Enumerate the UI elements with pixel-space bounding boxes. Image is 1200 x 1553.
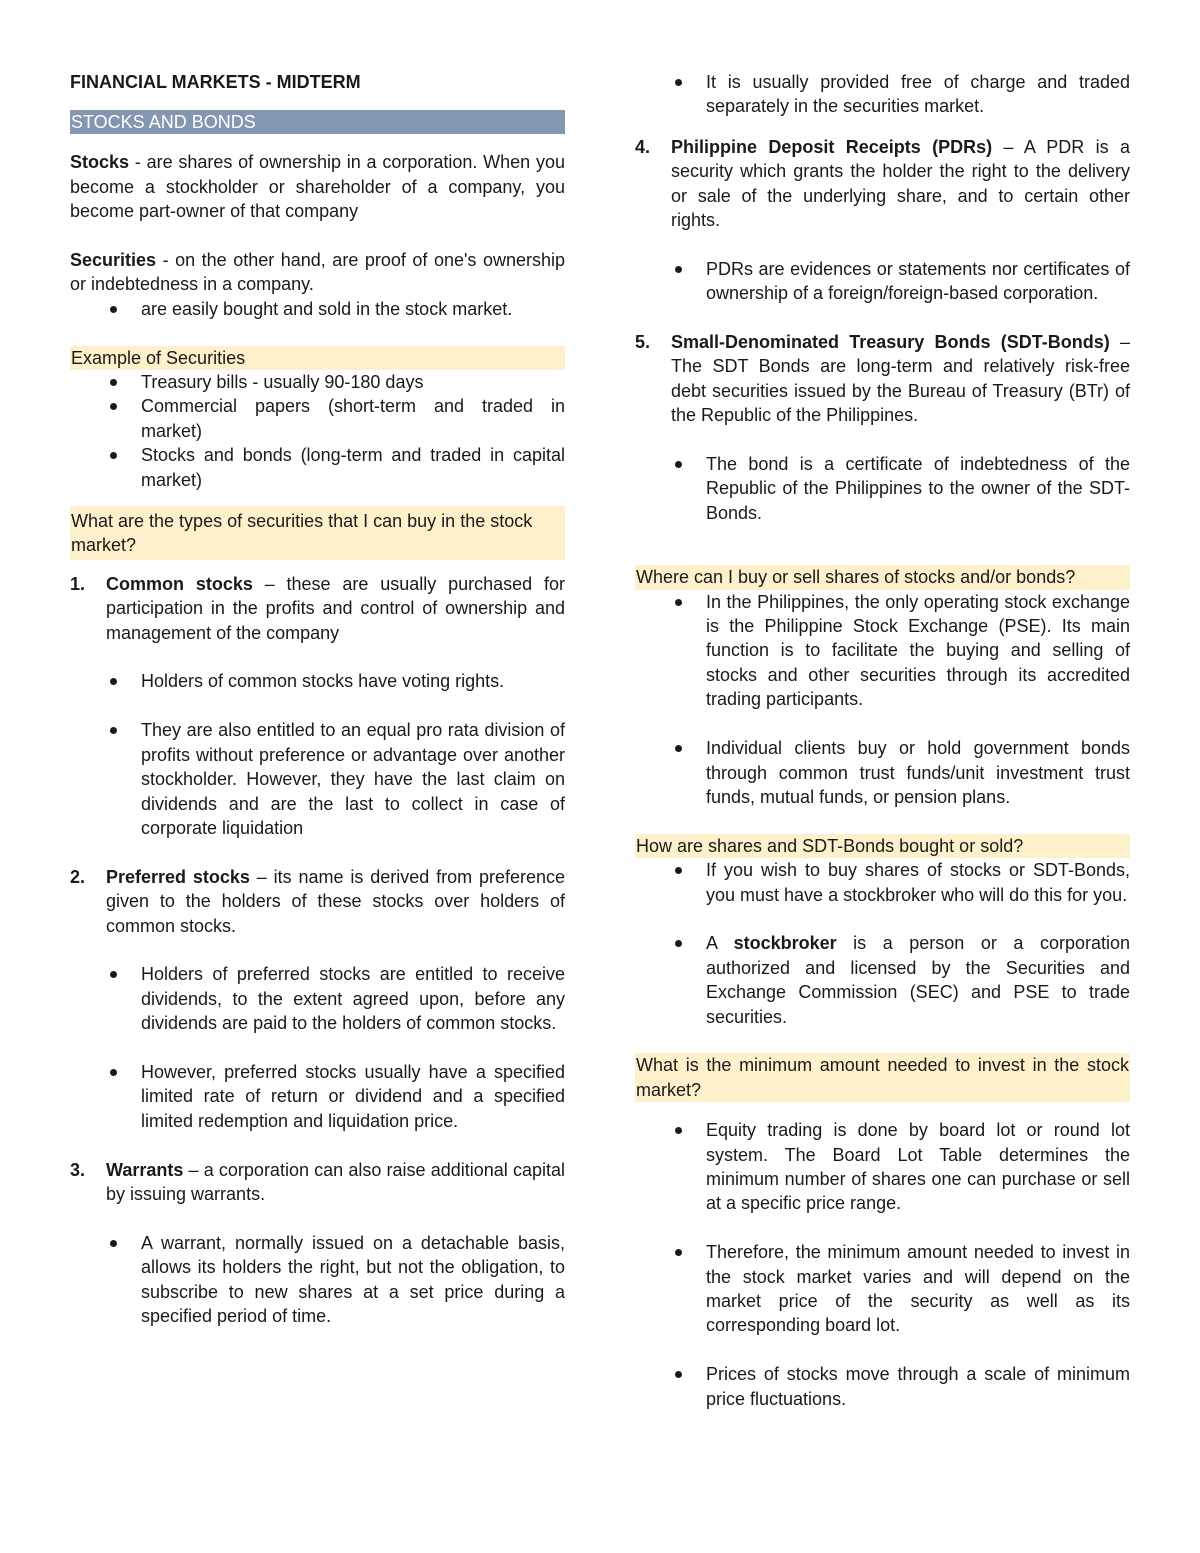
example-of-securities-heading: Example of Securities xyxy=(70,346,565,370)
stocks-definition: Stocks - are shares of ownership in a corporation. When you become a stockholder or shareholder of a company, you become part-owner of that company xyxy=(70,152,565,222)
preferred-stocks-term: Preferred stocks xyxy=(106,866,250,887)
bullet-icon xyxy=(675,599,682,606)
bullet-icon xyxy=(675,940,682,947)
minimum-amount-question: What is the minimum amount needed to invest in the stock market? xyxy=(635,1053,1130,1102)
item-number: 2. xyxy=(70,866,86,887)
list-item: Treasury bills - usually 90-180 days xyxy=(70,370,565,394)
bullet-icon xyxy=(110,403,117,410)
sdt-bonds-term: Small-Denominated Treasury Bonds (SDT-Bonds) xyxy=(671,332,1110,353)
list-item: Prices of stocks move through a scale of minimum price fluctuations. xyxy=(670,1362,1130,1411)
pdr-term: Philippine Deposit Receipts (PDRs) xyxy=(671,136,993,157)
list-item: It is usually provided free of charge and traded separately in the securities market. xyxy=(670,70,1130,119)
bullet-icon xyxy=(110,452,117,459)
document-title: FINANCIAL MARKETS - MIDTERM xyxy=(70,72,361,92)
list-item: The bond is a certificate of indebtedness of the Republic of the Philippines to the owner of the SDT-Bonds. xyxy=(670,452,1130,525)
list-item: In the Philippines, the only operating stock exchange is the Philippine Stock Exchange (PSE). Its main function is to facilitate the buying and selling of stocks and other securities through its accredited trading participants. xyxy=(670,590,1130,712)
bullet-icon xyxy=(110,379,117,386)
item-number: 3. xyxy=(70,1159,86,1180)
common-stocks-item: 1. Common stocks – these are usually purchased for participation in the profits and control of ownership and management of the company xyxy=(70,573,565,643)
warrants-term: Warrants xyxy=(106,1159,184,1180)
right-column xyxy=(635,68,1130,1411)
types-of-securities-question: What are the types of securities that I can buy in the stock market? xyxy=(70,506,565,560)
stockbroker-term: stockbroker xyxy=(733,933,837,954)
list-item: Stocks and bonds (long-term and traded in capital market) xyxy=(70,443,565,492)
list-item: Commercial papers (short-term and traded in market) xyxy=(70,394,565,443)
sdt-bonds-item: 5. Small-Denominated Treasury Bonds (SDT-Bonds) – The SDT Bonds are long-term and relatively risk-free debt securities issued by the Bureau of Treasury (BTr) of the Republic of the Philippines. xyxy=(635,332,1131,426)
common-stocks-term: Common stocks xyxy=(106,573,253,594)
bullet-icon xyxy=(675,1371,682,1378)
bullet-icon xyxy=(675,1249,682,1256)
securities-definition: Securities - on the other hand, are proof of one's ownership or indebtedness in a company. xyxy=(70,250,565,295)
bullet-icon xyxy=(675,461,682,468)
warrants-item: 3. Warrants – a corporation can also raise additional capital by issuing warrants. xyxy=(70,1159,565,1204)
bullet-icon xyxy=(110,971,117,978)
bullet-icon xyxy=(110,1240,117,1247)
bullet-icon xyxy=(110,727,117,734)
bullet-icon xyxy=(110,306,117,313)
bullet-icon xyxy=(675,79,682,86)
item-number: 1. xyxy=(70,573,86,594)
securities-term: Securities xyxy=(70,250,157,271)
bullet-icon xyxy=(675,745,682,752)
how-bought-question: How are shares and SDT-Bonds bought or sold? xyxy=(635,834,1130,858)
where-to-buy-question: Where can I buy or sell shares of stocks and/or bonds? xyxy=(635,565,1130,589)
list-item: Holders of common stocks have voting rights. xyxy=(70,669,565,693)
bullet-icon xyxy=(675,867,682,874)
list-item: PDRs are evidences or statements nor certificates of ownership of a foreign/foreign-based corporation. xyxy=(670,257,1130,306)
pdr-item: 4. Philippine Deposit Receipts (PDRs) – A PDR is a security which grants the holder the right to the delivery or sale of the underlying share, and to certain other rights. xyxy=(635,136,1130,231)
list-item: Holders of preferred stocks are entitled to receive dividends, to the extent agreed upon, before any dividends are paid to the holders of common stocks. xyxy=(70,962,565,1035)
list-item: However, preferred stocks usually have a specified limited rate of return or dividend and a specified limited redemption and liquidation price. xyxy=(70,1060,565,1133)
left-column xyxy=(70,68,565,1328)
item-number: 4. xyxy=(635,136,651,157)
list-item: Equity trading is done by board lot or round lot system. The Board Lot Table determines the minimum number of shares one can purchase or sell at a specific price range. xyxy=(670,1118,1130,1216)
list-item: If you wish to buy shares of stocks or SDT-Bonds, you must have a stockbroker who will do this for you. xyxy=(670,858,1130,907)
section-band-stocks-and-bonds: STOCKS AND BONDS xyxy=(70,110,565,134)
list-item: Therefore, the minimum amount needed to invest in the stock market varies and will depend on the market price of the security as well as its corresponding board lot. xyxy=(670,1240,1130,1338)
bullet-icon xyxy=(110,678,117,685)
preferred-stocks-item: 2. Preferred stocks – its name is derived from preference given to the holders of these stocks over holders of common stocks. xyxy=(70,866,566,936)
list-item: A warrant, normally issued on a detachable basis, allows its holders the right, but not the obligation, to subscribe to new shares at a set price during a specified period of time. xyxy=(70,1231,565,1329)
bullet-icon xyxy=(110,1069,117,1076)
list-item: They are also entitled to an equal pro rata division of profits without preference or advantage over another stockholder. However, they have the last claim on dividends and are the last to collect in case of corporate liquidation xyxy=(70,718,565,840)
list-item: A stockbroker is a person or a corporation authorized and licensed by the Securities and Exchange Commission (SEC) and PSE to trade securities. xyxy=(670,931,1130,1029)
item-number: 5. xyxy=(635,332,651,353)
bullet-icon xyxy=(675,1127,682,1134)
stocks-term: Stocks xyxy=(70,152,130,173)
list-item: are easily bought and sold in the stock market. xyxy=(70,297,565,321)
bullet-icon xyxy=(675,266,682,273)
list-item: Individual clients buy or hold government bonds through common trust funds/unit investment trust funds, mutual funds, or pension plans. xyxy=(670,736,1130,809)
